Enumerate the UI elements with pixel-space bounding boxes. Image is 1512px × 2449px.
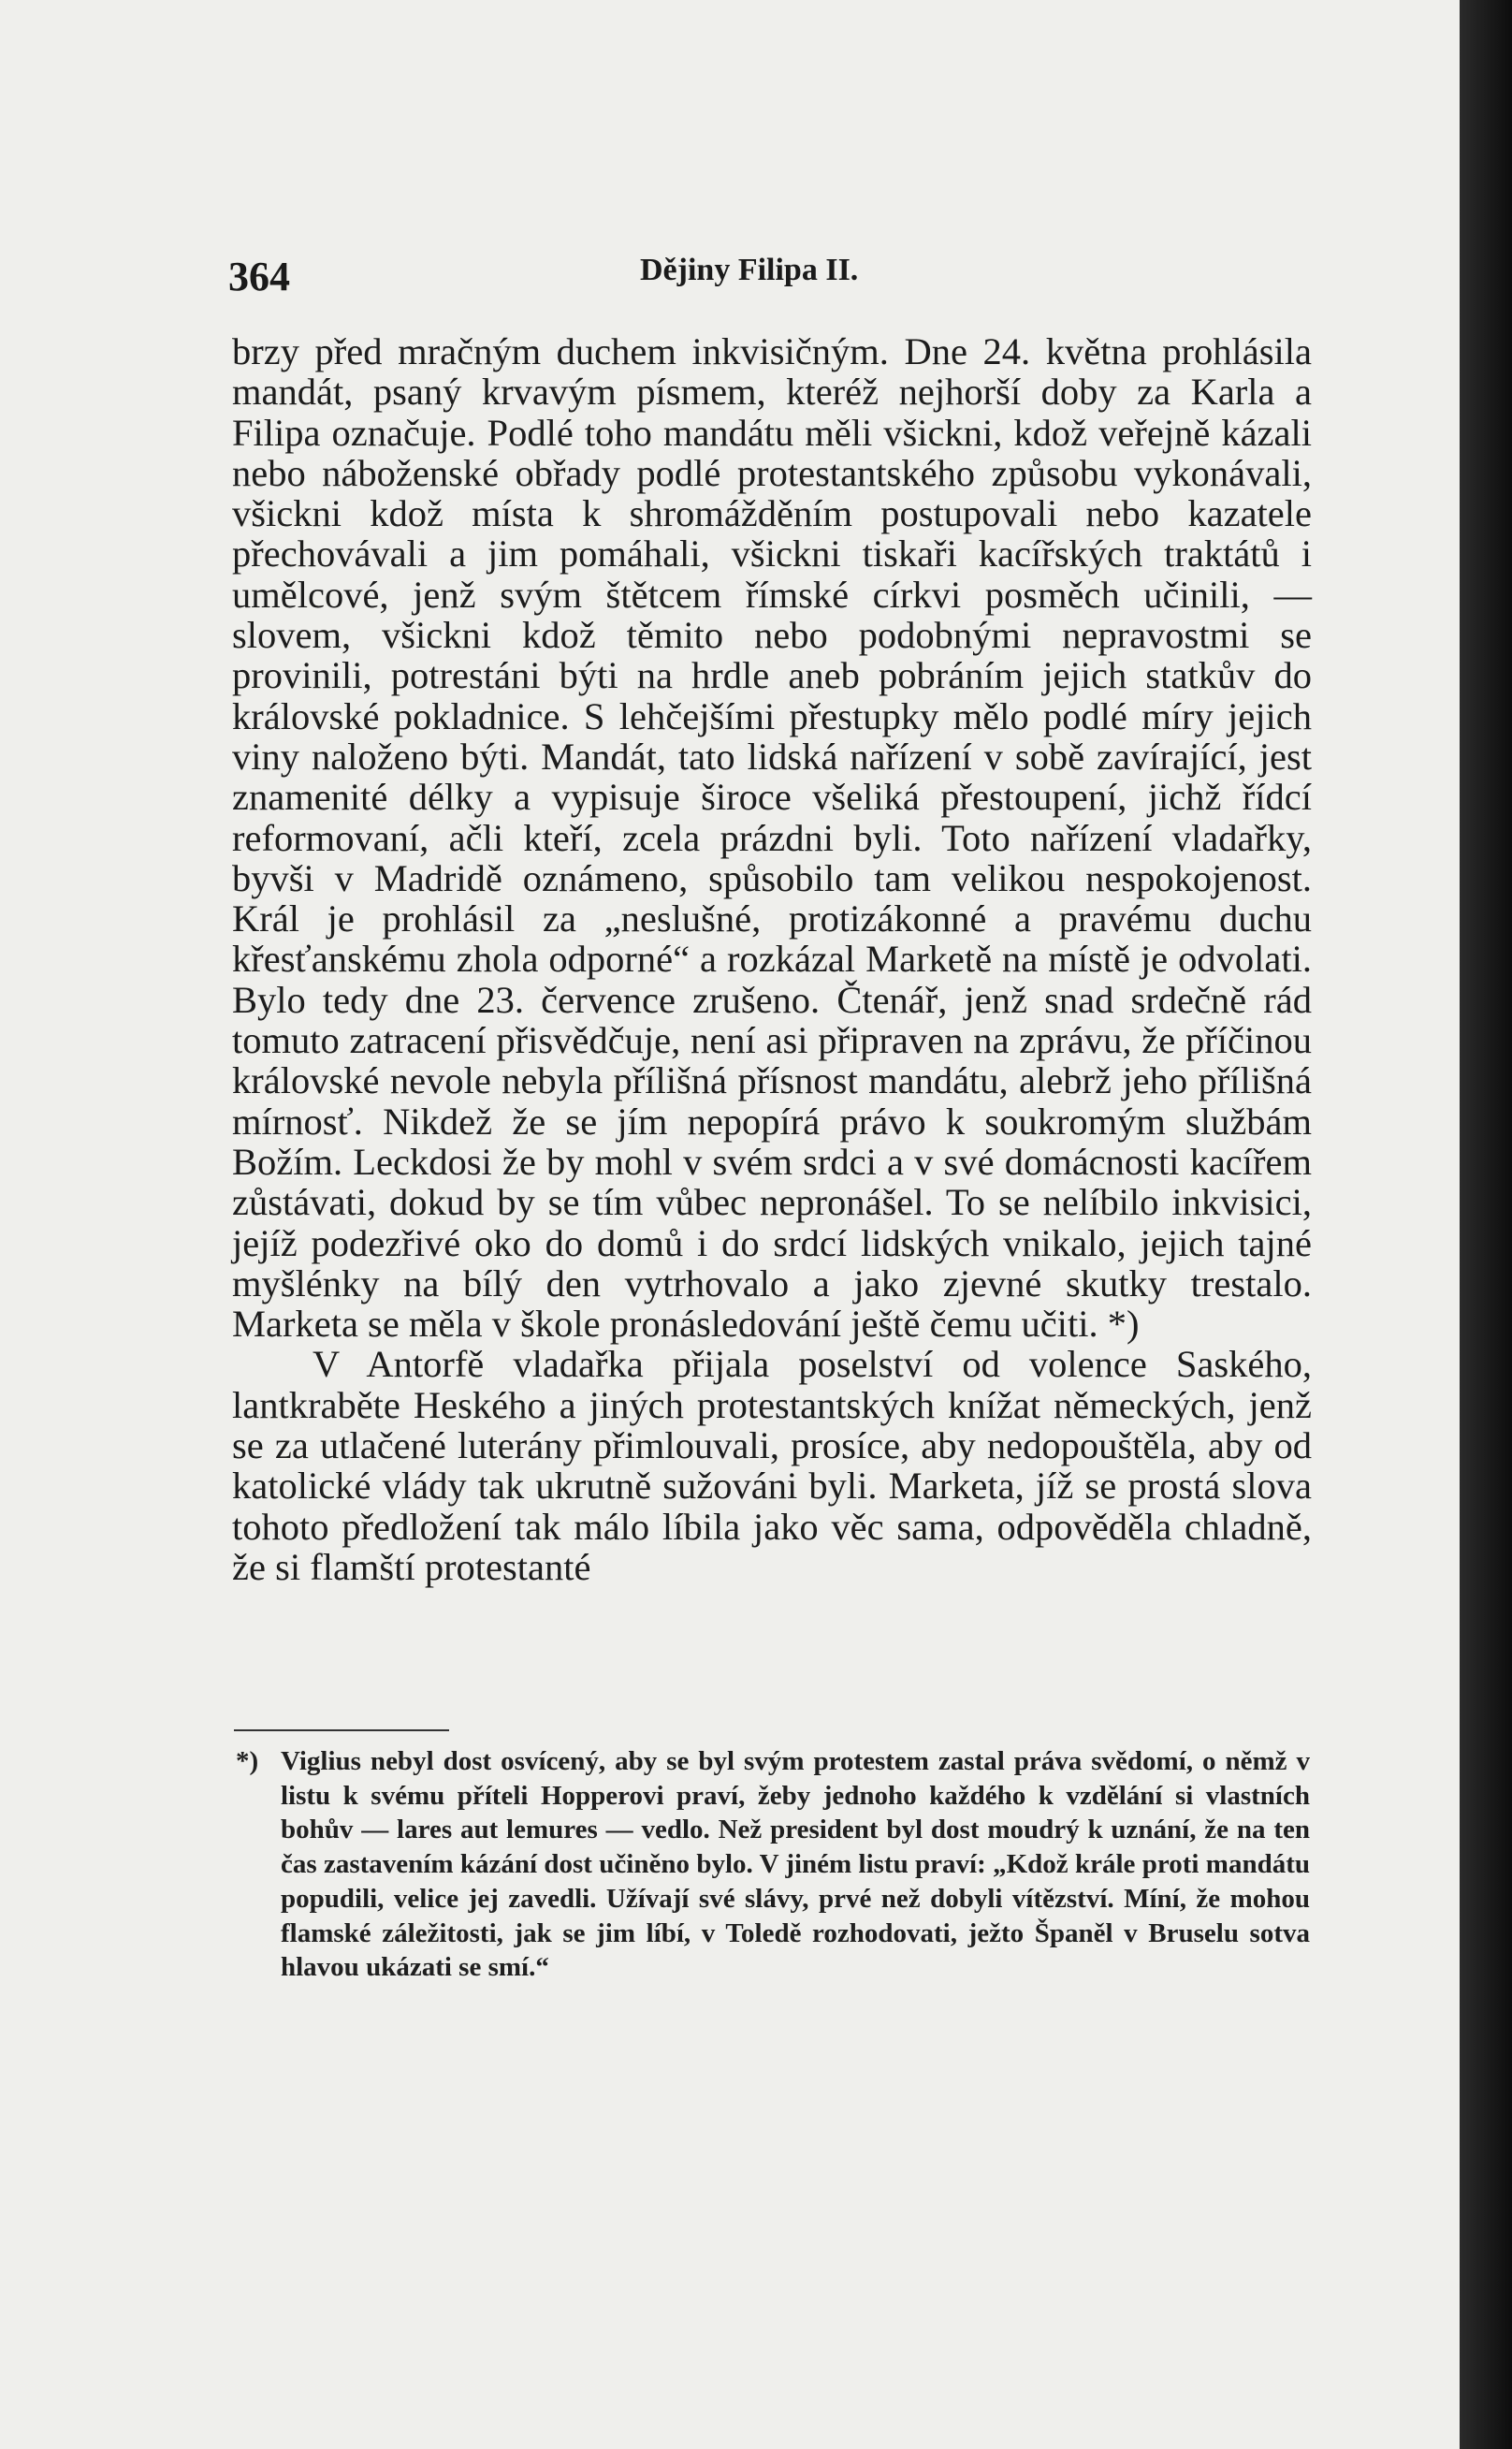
body-text: [232, 331, 1312, 1587]
paragraph: V Antorfě vladařka přijala poselství od volence Saského, lantkraběte Heského a jiných protestantských knížat německých, jenž se za utlačené luterány přimlouvali, prosíce, aby nedopouštěla, aby od katolické vlády tak ukrutně sužováni byli. Marketa, jíž se prostá slova tohoto předložení tak málo líbila jako věc sama, odpověděla chladně, že si flamští protestanté: [232, 1343, 1312, 1588]
footnote-text: Viglius nebyl dost osvícený, aby se byl svým protestem zastal práva svědomí, o němž v listu k svému příteli Hopperovi praví, žeby jednoho každého k vzdělání si vlastních bohův — lares aut lemures — vedlo. Než president byl dost moudrý k uznání, že na ten čas zastavením kázání dost učiněno bylo. V jiném listu praví: „Kdož krále proti mandátu popudili, velice jej zavedli. Užívají své slávy, prvé než dobyli vítězství. Míní, že mohou flamské záležitosti, jak se jim líbí, v Toledě rozhodovati, ježto Španěl v Bruselu sotva hlavou ukázati se smí.“: [281, 1746, 1310, 1983]
paragraph: brzy před mračným duchem inkvisičným. Dne 24. května prohlásila mandát, psaný krvavým písmem, kteréž nejhorší doby za Karla a Filipa označuje. Podlé toho mandátu měli všickni, kdož veřejně kázali nebo náboženské obřady podlé protestantského způsobu vykonávali, všickni kdož místa k shromážděním postupovali nebo kazatele přechovávali a jim pomáhali, všickni tiskaři kacířských traktátů i umělcové, jenž svým štětcem římské církvi posměch učinili, — slovem, všickni kdož těmito nebo podobnými nepravostmi se provinili, potrestáni býti na hrdle aneb pobráním jejich statkův do královské pokladnice. S lehčejšími přestupky mělo podlé míry jejich viny naloženo býti. Mandát, tato lidská nařízení v sobě zavírající, jest znamenité délky a vypisuje široce všeliká přestoupení, jichž řídcí reformovaní, ačli kteří, zcela prázdni byli. Toto nařízení vladařky, byvši v Madridě oznámeno, spůsobilo tam velikou nespokojenost. Král je prohlásil za „neslušné, protizákonné a pravému duchu křesťanskému zhola odporné“ a rozkázal Marketě na místě je odvolati. Bylo tedy dne 23. července zrušeno. Čtenář, jenž snad srdečně rád tomuto zatracení přisvědčuje, není asi připraven na zprávu, že příčinou královské nevole nebyla přílišná přísnost mandátu, alebrž jeho přílišná mírnosť. Nikdež že se jím nepopírá právo k soukromým službám Božím. Leckdosi že by mohl v svém srdci a v své domácnosti kacířem zůstávati, dokud by se tím vůbec nepronášel. To se nelíbilo inkvisici, jejíž podezřivé oko do domů i do srdcí lidských vnikalo, jejich tajné myšlénky na bílý den vytrhovalo a jako zjevné skutky trestalo. Marketa se měla v škole pronásledování ještě čemu učiti. *): [232, 330, 1312, 1346]
footnote-divider: [234, 1729, 449, 1731]
footnote: [236, 1744, 1310, 1985]
running-title: Dějiny Filipa II.: [640, 253, 859, 287]
page-header: [228, 249, 1319, 305]
book-spine-shadow: [1460, 0, 1512, 2449]
footnote-marker: *): [236, 1746, 259, 1776]
page-number: 364: [228, 254, 290, 299]
